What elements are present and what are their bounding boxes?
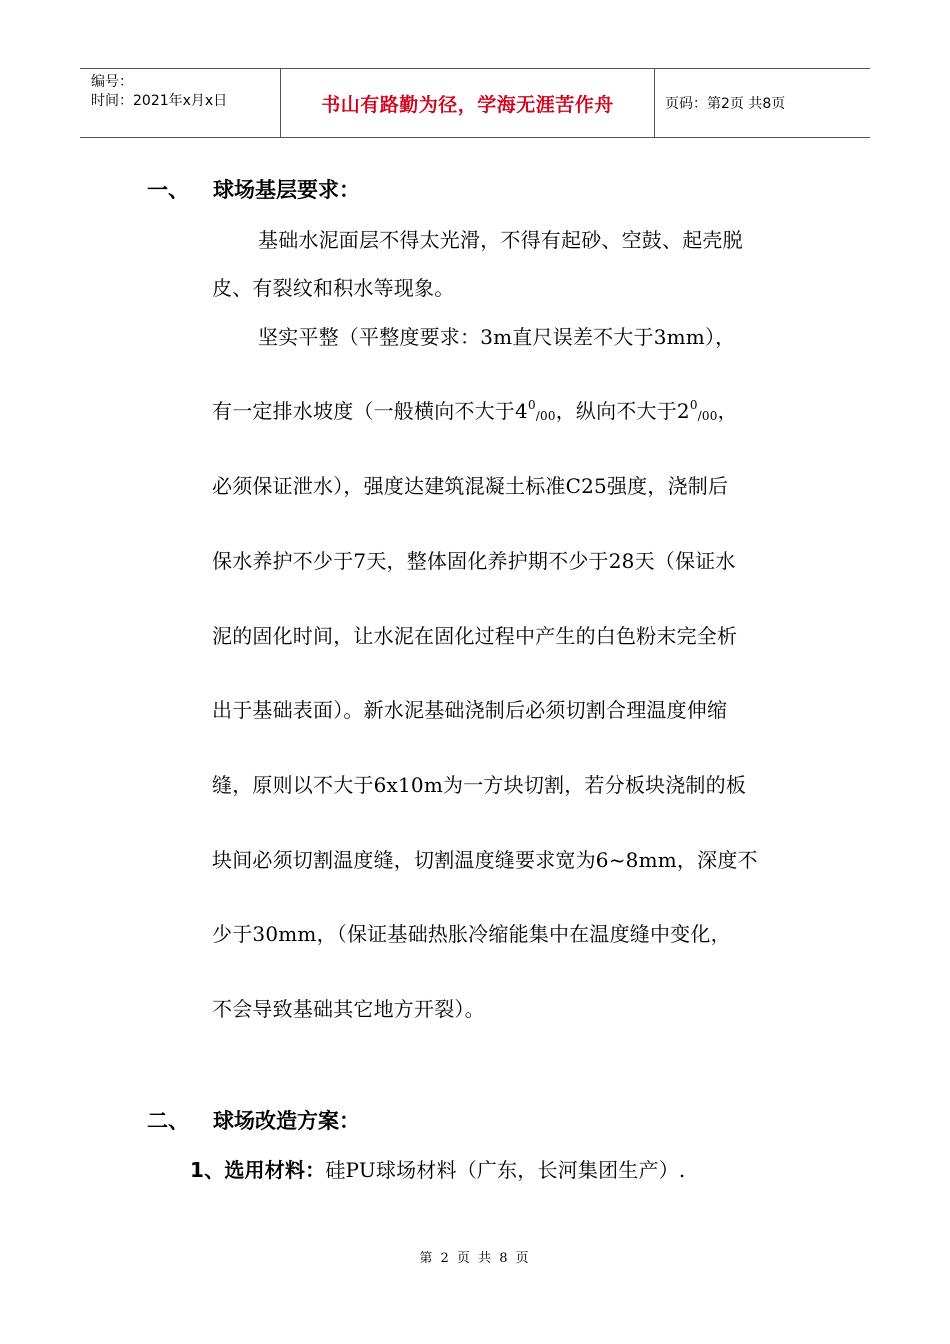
section-title: 球场基层要求： bbox=[213, 178, 360, 202]
page-footer: 第 2 页 共 8 页 bbox=[419, 1251, 531, 1266]
line-text: ， bbox=[717, 399, 738, 423]
page-info: 页码：第2页 共8页 bbox=[665, 96, 786, 112]
serial-label: 编号： bbox=[91, 74, 133, 90]
paragraph-line: 皮、有裂纹和积水等现象。 bbox=[212, 276, 455, 300]
paragraph-line: 不会导致基础其它地方开裂）。 bbox=[212, 997, 485, 1021]
paragraph-line: 保水养护不少于7天，整体固化养护期不少于28天（保证水 bbox=[212, 549, 736, 573]
paragraph-line: 缝，原则以不大于6x10m为一方块切割，若分板块浇制的板 bbox=[212, 773, 747, 797]
header-page-info-cell bbox=[655, 69, 870, 137]
line-text: ，纵向不大于2 bbox=[555, 399, 690, 423]
item-text: 硅PU球场材料（广东，长河集团生产）. bbox=[325, 1158, 686, 1182]
permille-sup: 0 bbox=[527, 398, 536, 412]
paragraph-line: 泥的固化时间，让水泥在固化过程中产生的白色粉末完全析 bbox=[212, 624, 738, 648]
permille-sup: 0 bbox=[689, 398, 698, 412]
paragraph-line: 块间必须切割温度缝，切割温度缝要求宽为6~8mm，深度不 bbox=[212, 848, 758, 872]
paragraph-line bbox=[212, 395, 738, 424]
paragraph-line: 少于30mm，（保证基础热胀冷缩能集中在温度缝中变化， bbox=[212, 922, 731, 946]
paragraph-line: 必须保证泄水），强度达建筑混凝土标准C25强度，浇制后 bbox=[212, 474, 729, 498]
page-header bbox=[80, 68, 870, 138]
permille-sub: /00 bbox=[697, 409, 718, 423]
paragraph-line: 基础水泥面层不得太光滑，不得有起砂、空鼓、起壳脱 bbox=[258, 228, 743, 252]
list-item bbox=[190, 1154, 685, 1183]
motto: 书山有路勤为径，学海无涯苦作舟 bbox=[321, 93, 614, 116]
paragraph-line: 坚实平整（平整度要求：3m直尺误差不大于3mm）， bbox=[258, 325, 736, 349]
section-number: 一、 bbox=[147, 178, 189, 202]
header-meta bbox=[80, 69, 281, 137]
item-label: 1、选用材料： bbox=[190, 1158, 326, 1182]
permille-sub: /00 bbox=[535, 409, 556, 423]
section-title: 球场改造方案： bbox=[213, 1109, 360, 1133]
header-motto-cell bbox=[281, 69, 655, 137]
date-label: 时间：2021年x月x日 bbox=[91, 93, 228, 109]
line-text: 有一定排水坡度（一般横向不大于4 bbox=[212, 399, 528, 423]
section-heading-2 bbox=[147, 1105, 360, 1135]
section-heading-1 bbox=[147, 174, 360, 204]
section-number: 二、 bbox=[147, 1109, 189, 1133]
paragraph-line: 出于基础表面）。新水泥基础浇制后必须切割合理温度伸缩 bbox=[212, 698, 728, 722]
